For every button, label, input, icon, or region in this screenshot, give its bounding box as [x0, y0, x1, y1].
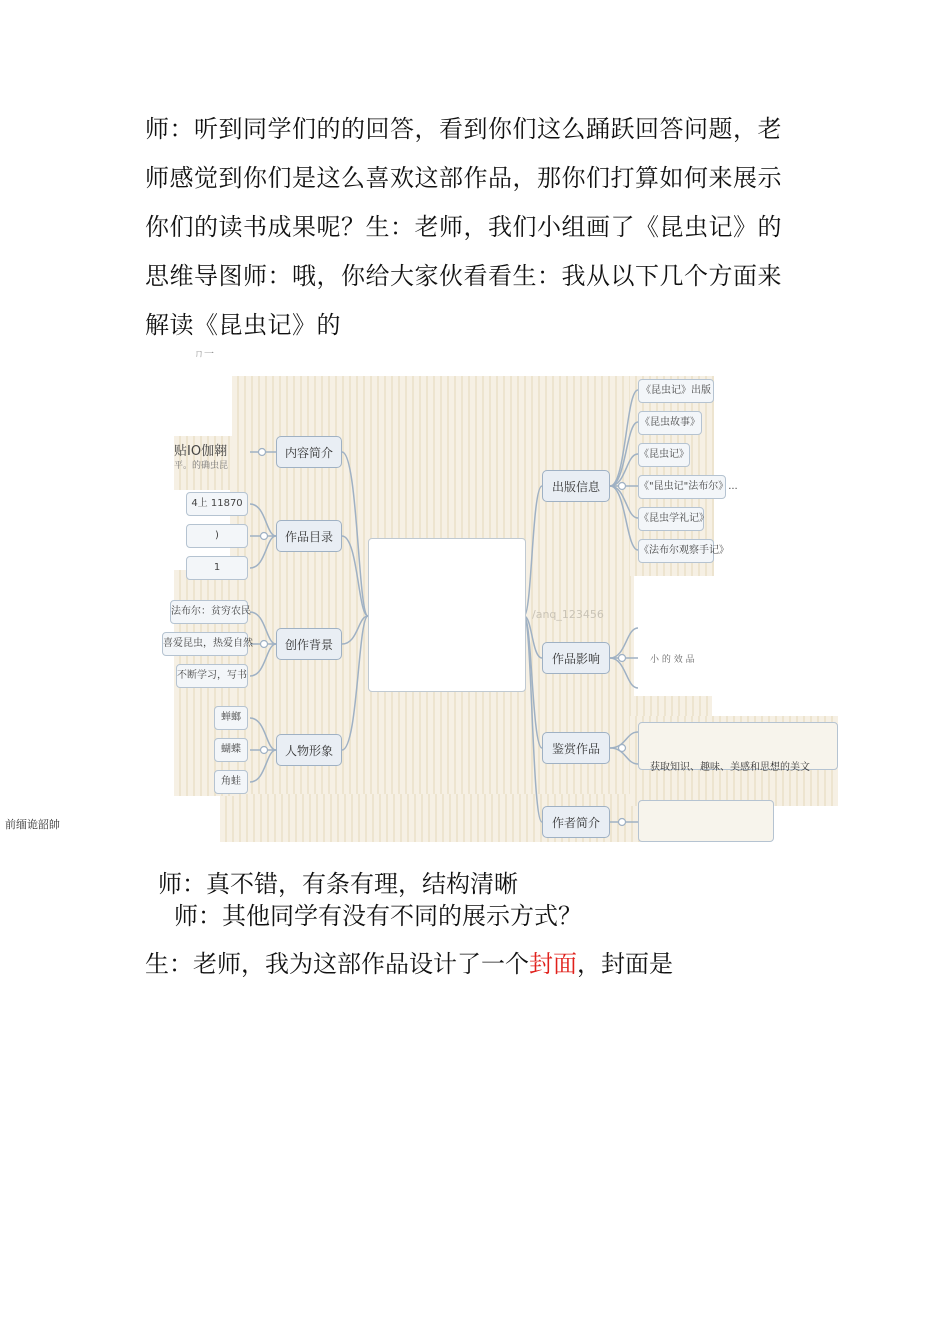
node-influence: 作品影响 [542, 642, 610, 674]
line-student [145, 944, 673, 979]
leaf-catalog-2: ) [186, 524, 248, 548]
author-box [638, 800, 774, 842]
leaf-content-intro-sub: 平。的确虫昆 [174, 461, 229, 471]
node-author: 作者简介 [542, 806, 610, 838]
appreciation-text: 获取知识、趣味、美感和思想的美文 [650, 762, 810, 773]
leaf-character-2: 蝴蝶 [214, 738, 248, 762]
leaf-publication-3: 《昆虫记》 [638, 443, 690, 467]
central-topic [368, 538, 526, 692]
line-student-suffix: ，封面是 [577, 950, 673, 978]
leaf-content-intro: 贴IO伽翱 [174, 444, 228, 459]
leaf-background-1: 法布尔：贫穷农民 [170, 600, 248, 624]
leaf-character-3: 角蛙 [214, 770, 248, 794]
leaf-background-3: 不断学习，写书 [176, 664, 248, 688]
node-appreciation: 鉴赏作品 [542, 732, 610, 764]
mind-map-image [160, 376, 840, 842]
leaf-publication-5: 《昆虫学礼记》 [638, 507, 704, 531]
paragraph-dialogue: 师：听到同学们的的回答，看到你们这么踊跃回答问题，老师感觉到你们是这么喜欢这部作品，那你们打算如何来展示你们的读书成果呢？生：老师，我们小组画了《昆虫记》的思维导图师：哦，你给大家伙看看生：我从以下几个方面来解读《昆虫记》的 [145, 115, 782, 339]
leaf-catalog-3: 1 [186, 556, 248, 580]
highlight-cover: 封面 [529, 950, 577, 978]
influence-fragment: 小 的 效 品 [650, 655, 695, 665]
node-publication: 出版信息 [542, 470, 610, 502]
leaf-catalog-1: 4上 11870 [186, 492, 248, 516]
leaf-publication-4: 《"昆虫记"法布尔》... [638, 475, 726, 499]
leaf-character-1: 蝉螂 [214, 706, 248, 730]
line-praise: 师：真不错，有条有理，结构清晰 [158, 870, 518, 898]
line-student-prefix: 生：老师，我为这部作品设计了一个 [145, 950, 529, 978]
node-catalog: 作品目录 [276, 520, 342, 552]
node-background: 创作背景 [276, 628, 342, 660]
line-ask: 师：其他同学有没有不同的展示方式？ [174, 902, 582, 930]
node-characters: 人物形象 [276, 734, 342, 766]
leaf-background-2: 喜爱昆虫，热爱自然 [162, 632, 248, 656]
leaf-publication-2: 《昆虫故事》 [638, 411, 702, 435]
left-margin-text: 前缅诡韶帥 [5, 818, 60, 831]
leaf-publication-6: 《法布尔观察手记》 [638, 539, 714, 563]
stray-mark: ㄇ一 [194, 349, 214, 360]
watermark: /anq_123456 [532, 608, 604, 621]
leaf-publication-1: 《昆虫记》出版 [638, 379, 714, 403]
node-content-intro: 内容简介 [276, 436, 342, 468]
